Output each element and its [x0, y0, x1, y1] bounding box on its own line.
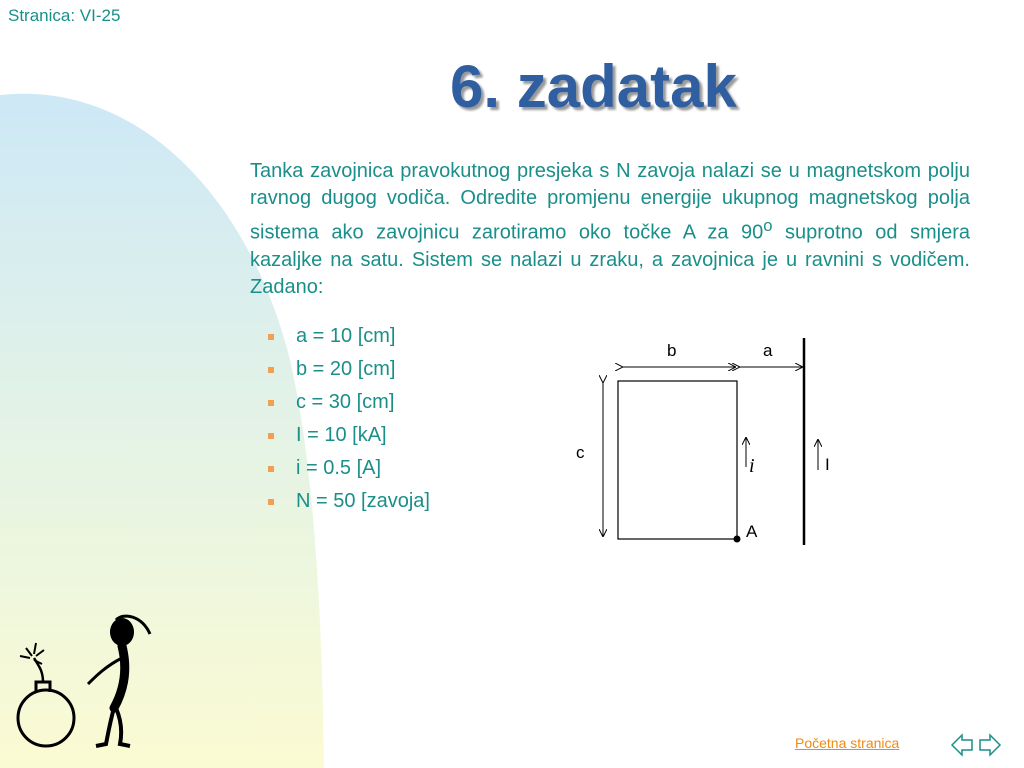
- home-page-link[interactable]: Početna stranica: [795, 735, 900, 751]
- list-item: [268, 320, 430, 353]
- list-item: [268, 353, 430, 386]
- navigation-arrows: [950, 730, 1002, 760]
- label-a: a: [763, 341, 773, 360]
- list-item: [268, 452, 430, 485]
- list-item: [268, 419, 430, 452]
- given-value: N = 50 [zavoja]: [296, 490, 430, 512]
- square-bullet-icon: [268, 499, 274, 505]
- square-bullet-icon: [268, 367, 274, 373]
- label-i: i: [749, 455, 755, 477]
- cartoon-bomb-character-icon: [10, 610, 160, 755]
- degree-superscript: o: [763, 216, 773, 235]
- label-A: A: [746, 522, 758, 541]
- point-A-dot: [734, 536, 741, 543]
- forward-arrow-icon[interactable]: [980, 735, 1000, 755]
- list-item: [268, 386, 430, 419]
- problem-text-part1: Tanka zavojnica pravokutnog presjeka s N zavoja nalazi se u magnetskom polju ravnog dugog vodiča. Odredite promjenu energije ukupnog magnetskog polja sistema ako zavojnicu zarotiramo oko točke A za 90: [250, 160, 970, 244]
- label-c: c: [576, 443, 585, 462]
- square-bullet-icon: [268, 466, 274, 472]
- coil-rectangle: [618, 381, 737, 539]
- coil-wire-diagram: [560, 330, 850, 560]
- label-I: I: [825, 455, 830, 474]
- label-b: b: [667, 341, 677, 360]
- square-bullet-icon: [268, 334, 274, 340]
- given-value: I = 10 [kA]: [296, 424, 387, 446]
- given-values-list: [268, 320, 430, 518]
- given-value: b = 20 [cm]: [296, 358, 396, 380]
- list-item: [268, 485, 430, 518]
- page-title: 6. zadatak: [450, 53, 737, 120]
- problem-text-part2: suprotno od smjera kazaljke na satu. Sistem se nalazi u zraku, a zavojnica je u ravnini s vodičem. Zadano:: [250, 221, 970, 298]
- problem-statement: [250, 158, 970, 301]
- given-value: i = 0.5 [A]: [296, 457, 382, 479]
- square-bullet-icon: [268, 400, 274, 406]
- page-number-label: Stranica: VI-25: [8, 6, 121, 25]
- given-value: c = 30 [cm]: [296, 391, 395, 413]
- back-arrow-icon[interactable]: [952, 735, 972, 755]
- given-value: a = 10 [cm]: [296, 325, 396, 347]
- square-bullet-icon: [268, 433, 274, 439]
